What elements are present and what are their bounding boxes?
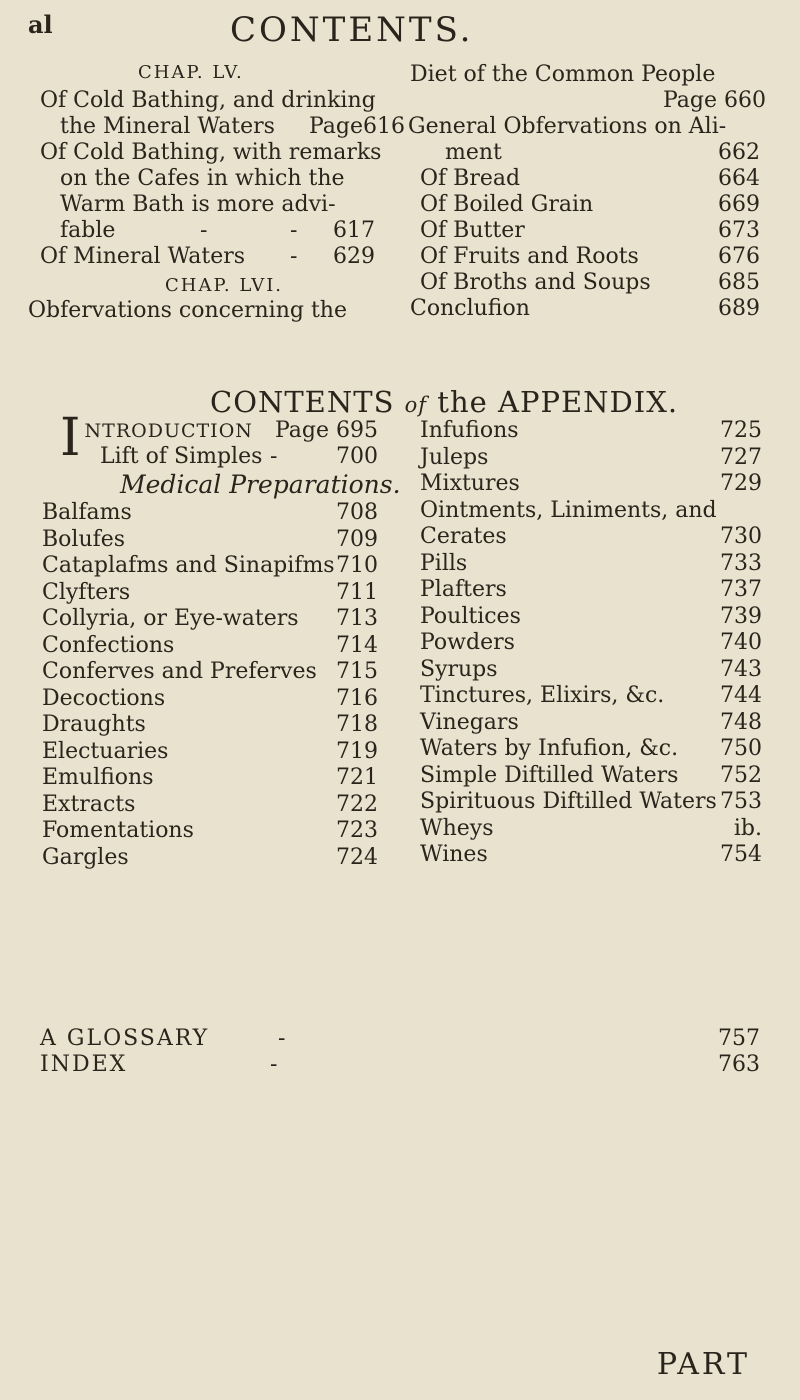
contents-entry: [420, 604, 762, 630]
contents-line: Diet of the Common People: [410, 62, 716, 87]
contents-line: Warm Bath is more advi-: [60, 192, 336, 217]
page-number: 711: [336, 579, 378, 605]
entry-label: Tinctures, Elixirs, &c.: [420, 683, 665, 708]
page-number: 723: [336, 818, 378, 843]
contents-entry: [42, 553, 378, 579]
contents-entry: [420, 445, 762, 471]
contents-entry: [420, 418, 762, 444]
contents-entry: [420, 763, 762, 789]
contents-entry: [420, 657, 762, 683]
entry-label: Juleps: [420, 444, 489, 470]
entry-label: Plafters: [420, 577, 507, 602]
contents-entry: [42, 633, 378, 659]
entry-label: Syrups: [420, 656, 498, 682]
contents-entry: [42, 792, 378, 818]
chapter-heading-lvi: CHAP. LVI.: [165, 275, 284, 296]
contents-line: General Obfervations on Ali-: [408, 114, 727, 139]
appendix-intro-line: INTRODUCTION Page 695: [60, 408, 378, 468]
entry-label: Balfams: [42, 500, 132, 525]
page-number: 730: [720, 524, 762, 549]
signature-mark: al: [28, 10, 53, 39]
page-number: 743: [720, 656, 762, 682]
page-number: 715: [336, 659, 378, 684]
contents-entry: [42, 765, 378, 791]
entry-label: Infufions: [420, 418, 519, 443]
entry-label: Gargles: [42, 844, 129, 870]
page-number: 716: [336, 685, 378, 711]
page-number: 714: [336, 632, 378, 658]
contents-entry: [42, 659, 378, 685]
contents-entry: [420, 842, 762, 868]
page-number: ib.: [733, 815, 762, 841]
page-number: 673: [718, 218, 760, 243]
glossary-line: A GLOSSARY - 757: [40, 1026, 760, 1051]
entry-label: Pills: [420, 550, 468, 576]
page-number: 719: [336, 738, 378, 764]
entry-label: Mixtures: [420, 471, 520, 496]
page-number: 737: [720, 577, 762, 602]
contents-line: Of Fruits and Roots 676: [420, 244, 760, 269]
contents-entry: [42, 712, 378, 738]
entry-label: Bolufes: [42, 526, 126, 552]
contents-line: Of Butter 673: [420, 218, 760, 243]
page-number: 662: [718, 140, 760, 165]
page-number: 750: [720, 736, 762, 761]
entry-label: Draughts: [42, 712, 146, 737]
page-number: Page616: [308, 114, 405, 139]
contents-entry: [420, 789, 762, 815]
entry-label: Confections: [42, 632, 175, 658]
contents-line: Of Cold Bathing, and drinking: [40, 88, 376, 113]
page-number: 685: [718, 270, 760, 295]
page-number: 733: [720, 550, 762, 576]
page-number: 629: [333, 244, 375, 269]
entry-label: Simple Diftilled Waters: [420, 762, 679, 788]
page-number: 689: [718, 296, 760, 321]
page-number: 725: [720, 418, 762, 443]
page-number: 708: [336, 500, 378, 525]
contents-line: Of Boiled Grain 669: [420, 192, 760, 217]
entry-label: Decoctions: [42, 685, 166, 711]
page-number: 748: [720, 709, 762, 735]
contents-entry: [420, 816, 762, 842]
contents-line: the Mineral Waters Page616: [60, 114, 405, 139]
chapter-heading-lv: CHAP. LV.: [138, 62, 244, 83]
entry-label: Collyria, or Eye-waters: [42, 606, 299, 631]
drop-cap: I: [60, 408, 81, 468]
entry-label: Poultices: [420, 603, 521, 629]
page-number: 727: [720, 444, 762, 470]
page-number: 617: [333, 218, 375, 243]
section-heading: Medical Preparations.: [120, 470, 401, 499]
appendix-lift-line: Lift of Simples - 700: [100, 444, 378, 469]
entry-label: Waters by Infufion, &c.: [420, 736, 679, 761]
contents-entry: [42, 580, 378, 606]
page-number: 754: [720, 842, 762, 867]
page-number: Page 660: [662, 88, 766, 113]
entry-label: Wheys: [420, 815, 494, 841]
contents-entry: [420, 577, 762, 603]
page-number: 710: [336, 553, 378, 578]
contents-entry: [42, 527, 378, 553]
page-number: 664: [718, 166, 760, 191]
contents-entry: [420, 498, 762, 524]
entry-label: Electuaries: [42, 738, 169, 764]
contents-entry: [42, 818, 378, 844]
page-number: 669: [718, 192, 760, 217]
contents-entry: [42, 739, 378, 765]
entry-label: Vinegars: [420, 709, 519, 735]
appendix-title: CONTENTS of the APPENDIX.: [210, 385, 679, 419]
page-number: 724: [336, 844, 378, 870]
running-head: CONTENTS.: [230, 10, 474, 50]
page-number: 713: [336, 606, 378, 631]
contents-entry: [42, 606, 378, 632]
page-number: 709: [336, 526, 378, 552]
catchword: PART: [656, 1347, 750, 1382]
entry-label: Emulfions: [42, 765, 154, 790]
page-number: 700: [336, 444, 378, 469]
contents-line: Of Broths and Soups 685: [420, 270, 760, 295]
contents-line: Of Cold Bathing, with remarks: [40, 140, 382, 165]
page-number: 676: [718, 244, 760, 269]
entry-label: Ointments, Liniments, and: [420, 497, 717, 523]
contents-line: on the Cafes in which the: [60, 166, 345, 191]
entry-label: Clyfters: [42, 579, 131, 605]
contents-line: Obfervations concerning the: [28, 298, 347, 323]
page-number: Page 695: [274, 418, 378, 443]
page-number: 722: [336, 791, 378, 817]
entry-label: Cataplafms and Sinapifms: [42, 553, 335, 578]
page-number: 753: [720, 789, 762, 814]
page-number: 729: [720, 471, 762, 496]
contents-entry: [420, 710, 762, 736]
page-number: 757: [718, 1026, 760, 1051]
page-number: 763: [718, 1052, 760, 1077]
contents-entry: [420, 630, 762, 656]
contents-entry: [420, 524, 762, 550]
entry-label: Powders: [420, 630, 515, 655]
entry-label: Fomentations: [42, 818, 194, 843]
page-number: 740: [720, 630, 762, 655]
entry-label: Spirituous Diftilled Waters: [420, 789, 717, 814]
page-number: 721: [336, 765, 378, 790]
index-line: INDEX - 763: [40, 1052, 760, 1077]
entry-label: Cerates: [420, 524, 507, 549]
page-number: 744: [720, 683, 762, 708]
contents-line: Of Mineral Waters - 629: [40, 244, 375, 269]
entry-label: Extracts: [42, 791, 136, 817]
page-number: 752: [720, 762, 762, 788]
contents-entry: [42, 686, 378, 712]
page-number: 739: [720, 603, 762, 629]
contents-entry: [420, 736, 762, 762]
page-number: 718: [336, 712, 378, 737]
contents-line: Conclufion 689: [410, 296, 760, 321]
entry-label: Conferves and Preferves: [42, 659, 317, 684]
contents-line: fable - - 617: [60, 218, 375, 243]
contents-line: Of Bread 664: [420, 166, 760, 191]
contents-entry: [420, 683, 762, 709]
contents-entry: [420, 551, 762, 577]
contents-entry: [420, 471, 762, 497]
entry-label: Wines: [420, 842, 488, 867]
contents-entry: [42, 845, 378, 871]
contents-entry: [42, 500, 378, 526]
contents-line: ment 662: [445, 140, 760, 165]
